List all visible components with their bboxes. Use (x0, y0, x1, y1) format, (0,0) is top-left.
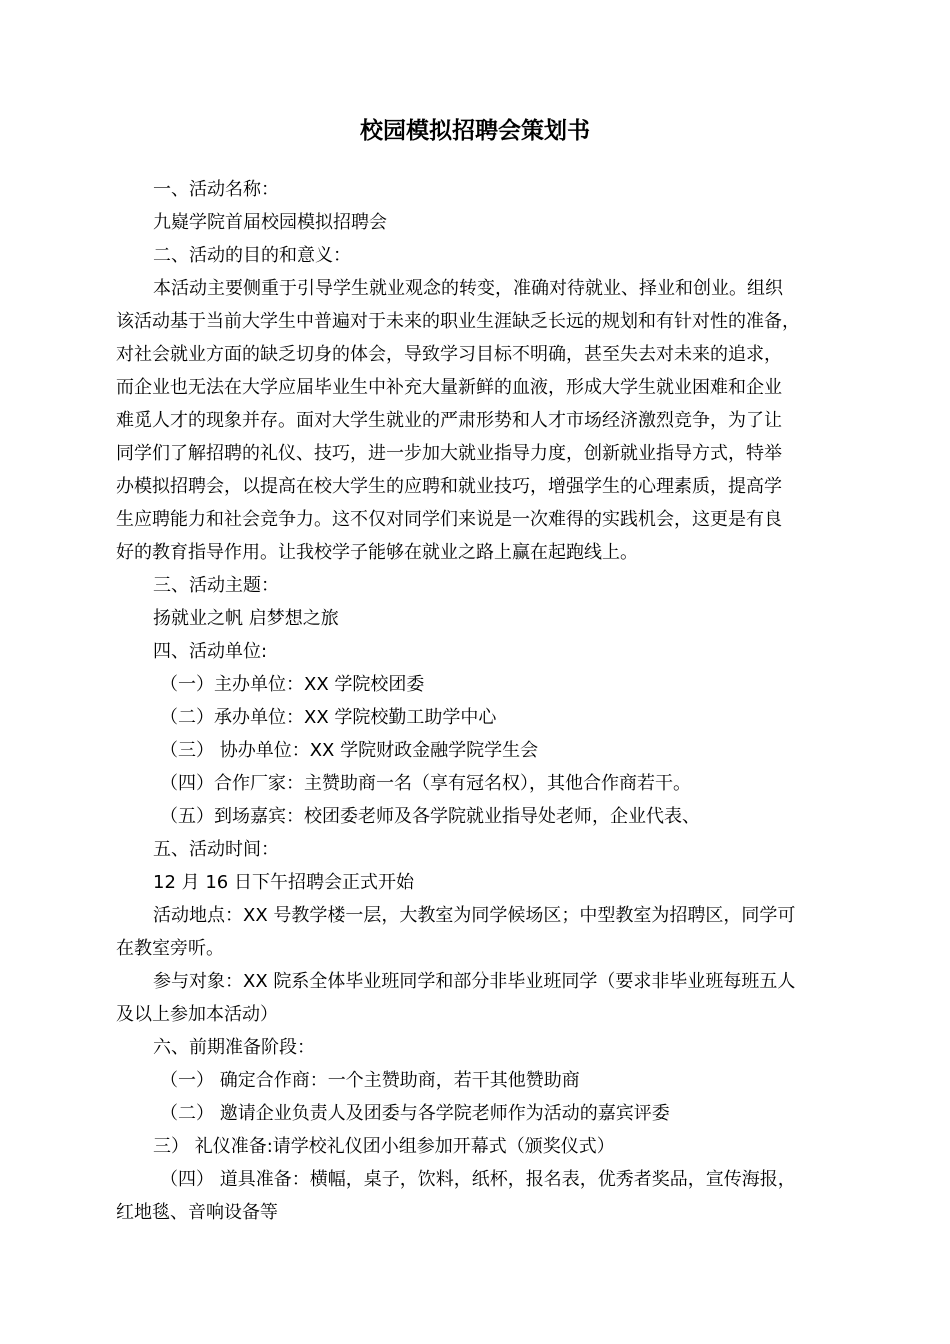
preparation-item: （四） 道具准备：横幅，桌子，饮料，纸杯，报名表，优秀者奖品，宣传海报， (160, 1169, 796, 1190)
paragraph-line: 生应聘能力和社会竞争力。这不仅对同学们来说是一次难得的实践机会，这更是有良 (116, 509, 782, 530)
unit-item: （二）承办单位：XX 学院校勤工助学中心 (160, 707, 497, 728)
section-heading-time: 五、活动时间： (153, 839, 279, 860)
paragraph-line: 难觅人才的现象并存。面对大学生就业的严肃形势和人才市场经济激烈竞争，为了让 (116, 410, 782, 431)
unit-item: （一）主办单位：XX 学院校团委 (160, 674, 425, 695)
activity-theme: 扬就业之帆 启梦想之旅 (153, 608, 339, 629)
preparation-item: 三） 礼仪准备:请学校礼仪团小组参加开幕式（颁奖仪式） (153, 1136, 615, 1157)
section-heading-name: 一、活动名称： (153, 179, 279, 200)
activity-time: 12 月 16 日下午招聘会正式开始 (153, 872, 414, 893)
activity-name: 九嶷学院首届校园模拟招聘会 (153, 212, 387, 233)
paragraph-line: 本活动主要侧重于引导学生就业观念的转变，准确对待就业、择业和创业。组织 (153, 278, 783, 299)
section-heading-purpose: 二、活动的目的和意义： (153, 245, 351, 266)
unit-item: （五）到场嘉宾：校团委老师及各学院就业指导处老师，企业代表、 (160, 806, 700, 827)
unit-item: （四）合作厂家：主赞助商一名（享有冠名权），其他合作商若干。 (160, 773, 691, 794)
activity-location: 活动地点：XX 号教学楼一层，大教室为同学候场区；中型教室为招聘区，同学可 (153, 905, 796, 926)
paragraph-line: 该活动基于当前大学生中普遍对于未来的职业生涯缺乏长远的规划和有针对性的准备， (116, 311, 800, 332)
unit-item: （三） 协办单位：XX 学院财政金融学院学生会 (160, 740, 539, 761)
preparation-item: （一） 确定合作商：一个主赞助商，若干其他赞助商 (160, 1070, 580, 1091)
paragraph-line: 好的教育指导作用。让我校学子能够在就业之路上赢在起跑线上。 (116, 542, 638, 563)
section-heading-units: 四、活动单位: (153, 641, 268, 662)
paragraph-line: 而企业也无法在大学应届毕业生中补充大量新鲜的血液，形成大学生就业困难和企业 (116, 377, 782, 398)
paragraph-line: 办模拟招聘会，以提高在校大学生的应聘和就业技巧，增强学生的心理素质，提高学 (116, 476, 782, 497)
participants: 参与对象：XX 院系全体毕业班同学和部分非毕业班同学（要求非毕业班每班五人 (153, 971, 796, 992)
paragraph-line: 对社会就业方面的缺乏切身的体会，导致学习目标不明确，甚至失去对未来的追求， (116, 344, 782, 365)
section-heading-theme: 三、活动主题： (153, 575, 279, 596)
preparation-item: （二） 邀请企业负责人及团委与各学院老师作为活动的嘉宾评委 (160, 1103, 670, 1124)
paragraph-line: 同学们了解招聘的礼仪、技巧，进一步加大就业指导力度，创新就业指导方式，特举 (116, 443, 782, 464)
preparation-item-cont: 红地毯、音响设备等 (116, 1202, 278, 1223)
participants-cont: 及以上参加本活动） (116, 1004, 278, 1025)
document-title: 校园模拟招聘会策划书 (360, 118, 590, 144)
section-heading-preparation: 六、前期准备阶段： (153, 1037, 315, 1058)
activity-location-cont: 在教室旁听。 (116, 938, 224, 959)
